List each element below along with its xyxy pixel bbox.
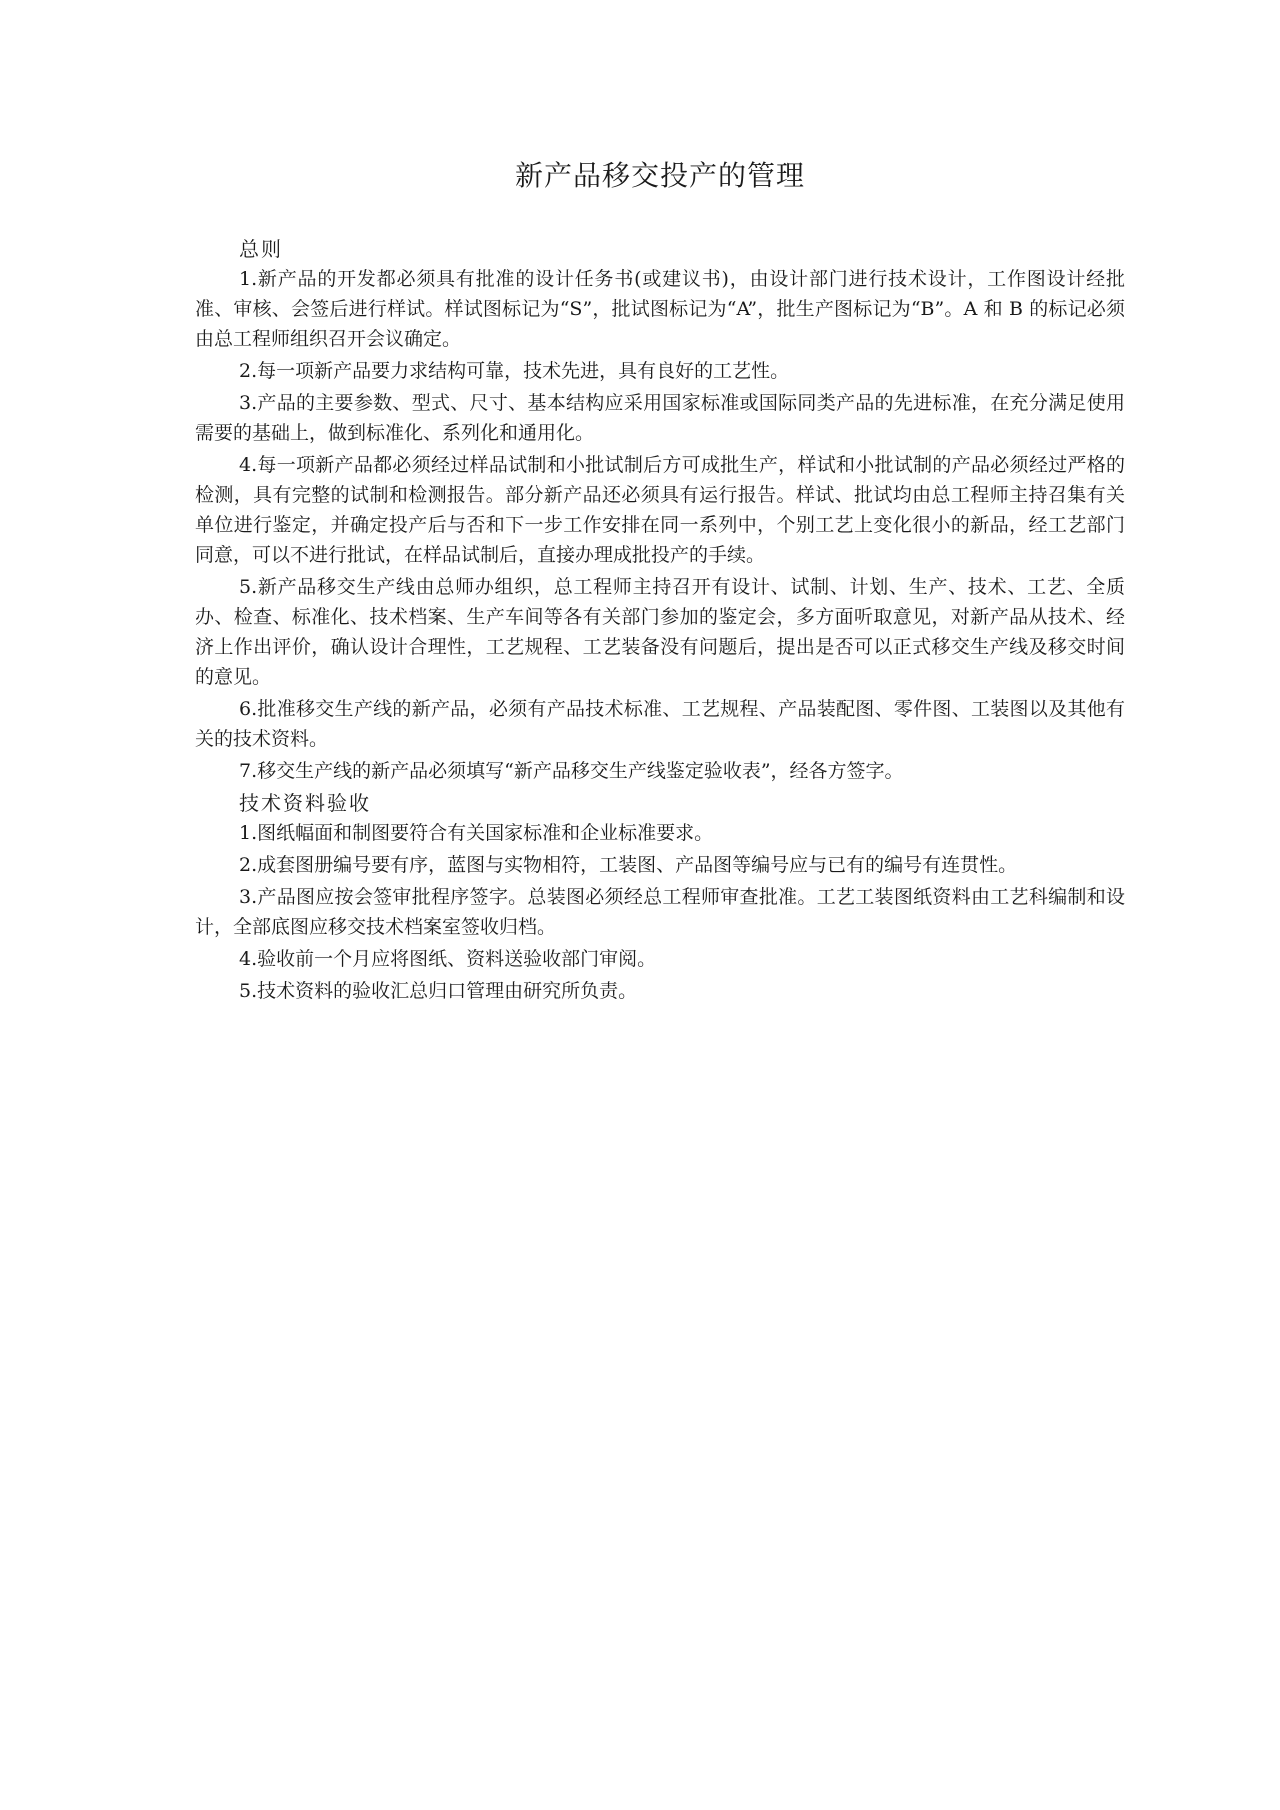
paragraph: 1.图纸幅面和制图要符合有关国家标准和企业标准要求。 <box>239 822 714 844</box>
paragraph: 2.成套图册编号要有序，蓝图与实物相符，工装图、产品图等编号应与已有的编号有连贯性。 <box>239 854 1018 876</box>
document-title: 新产品移交投产的管理 <box>514 159 805 192</box>
paragraph: 3.产品图应按会签审批程序签字。总装图必须经总工程师审查批准。工艺工装图纸资料由工艺科编制和设计，全部底图应移交技术档案室签收归档。 <box>195 886 1125 938</box>
paragraph: 7.移交生产线的新产品必须填写“新产品移交生产线鉴定验收表”，经各方签字。 <box>239 760 904 782</box>
paragraph: 5.新产品移交生产线由总师办组织，总工程师主持召开有设计、试制、计划、生产、技术、工艺、全质办、检查、标准化、技术档案、生产车间等各有关部门参加的鉴定会，多方面听取意见，对新产品从技术、经济上作出评价，确认设计合理性，工艺规程、工艺装备没有问题后，提出是否可以正式移交生产线及移交时间的意见。 <box>195 576 1125 688</box>
section-general-rules <box>195 234 1125 786</box>
paragraph: 5.技术资料的验收汇总归口管理由研究所负责。 <box>239 980 638 1002</box>
section-heading-technical: 技术资料验收 <box>239 791 371 815</box>
section-technical-acceptance <box>195 788 1125 1006</box>
paragraph: 4.验收前一个月应将图纸、资料送验收部门审阅。 <box>239 948 657 970</box>
paragraph: 6.批准移交生产线的新产品，必须有产品技术标准、工艺规程、产品装配图、零件图、工装图以及其他有关的技术资料。 <box>195 698 1125 750</box>
section-heading-general: 总则 <box>239 237 283 261</box>
paragraph: 1.新产品的开发都必须具有批准的设计任务书(或建议书)，由设计部门进行技术设计，工作图设计经批准、审核、会签后进行样试。样试图标记为“S”，批试图标记为“A”，批生产图标记为“B”。A 和 B 的标记必须由总工程师组织召开会议确定。 <box>195 268 1125 350</box>
paragraph: 2.每一项新产品要力求结构可靠，技术先进，具有良好的工艺性。 <box>239 360 790 382</box>
paragraph: 4.每一项新产品都必须经过样品试制和小批试制后方可成批生产，样试和小批试制的产品必须经过严格的检测，具有完整的试制和检测报告。部分新产品还必须具有运行报告。样试、批试均由总工程师主持召集有关单位进行鉴定，并确定投产后与否和下一步工作安排在同一系列中，个别工艺上变化很小的新品，经工艺部门同意，可以不进行批试，在样品试制后，直接办理成批投产的手续。 <box>195 454 1125 566</box>
paragraph: 3.产品的主要参数、型式、尺寸、基本结构应采用国家标准或国际同类产品的先进标准，在充分满足使用需要的基础上，做到标准化、系列化和通用化。 <box>195 392 1125 444</box>
